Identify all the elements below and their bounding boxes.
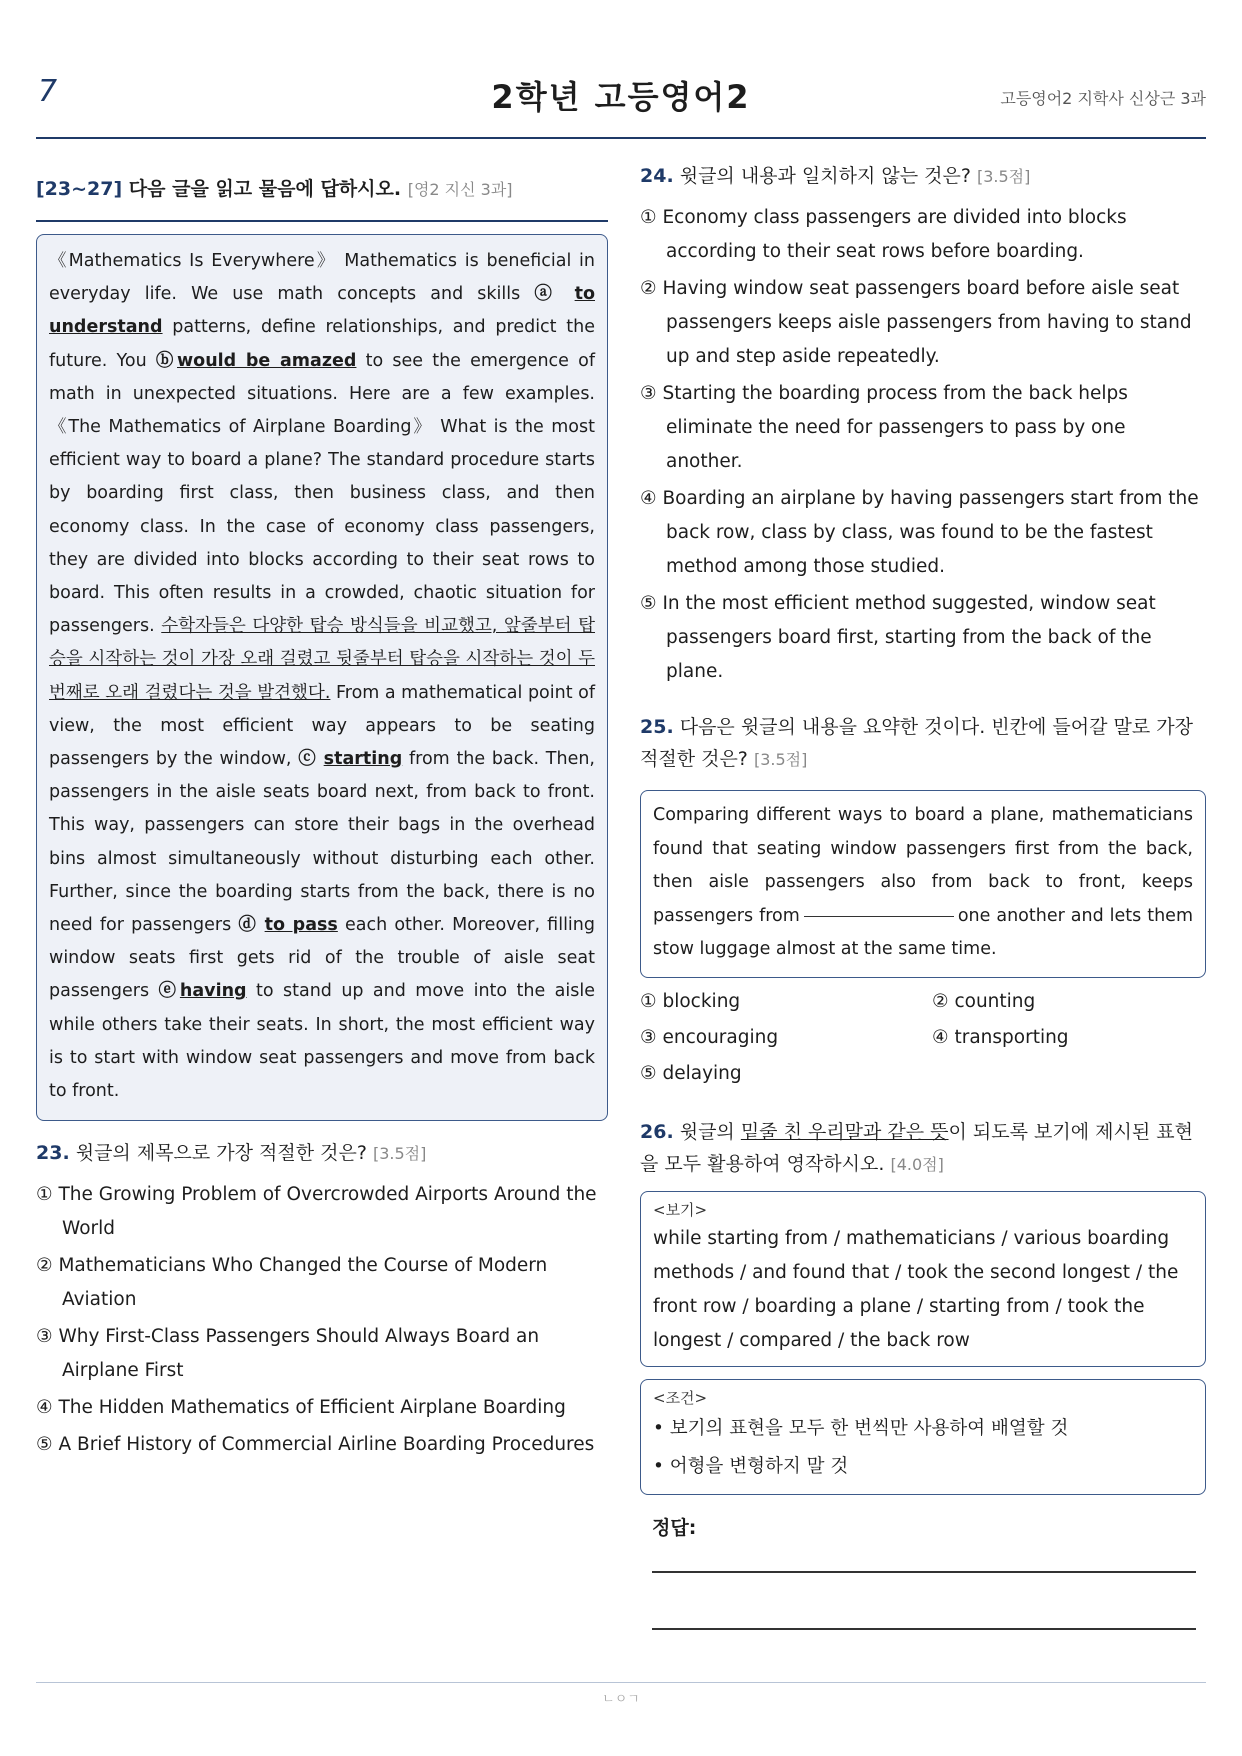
passage-text-3: to see the emergence of math in unexpected situations. Here are a few examples. 《The Mathematics of Airplane Boarding》 What is the most efficient way to board a plane? The standard procedure starts by boarding first class, then business class, and then economy class. In the case of economy class passengers, they are divided into blocks according to their seat rows to board. This often results in a crowded, chaotic situation for passengers. <box>49 350 595 637</box>
q24-title <box>640 160 1206 193</box>
condition-label: <조건> <box>653 1388 708 1407</box>
underline-e: having <box>179 981 247 1002</box>
footer-text: ㄴㅇㄱ <box>602 1692 640 1707</box>
q25-question: 다음은 윗글의 내용을 요약한 것이다. 빈칸에 들어갈 말로 가장 적절한 것은? <box>640 716 1193 770</box>
q26-number: 26. <box>640 1120 674 1143</box>
passage-text-7: to stand up and move into the aisle while others take their seats. In short, the most efficient way is to start with window seat passengers and move from back to front. <box>49 981 595 1102</box>
page-number: 7 <box>38 74 58 109</box>
q25-choices <box>640 984 1206 1092</box>
q25-number: 25. <box>640 716 674 738</box>
q25-summary-box <box>640 790 1206 978</box>
q25-summary-after: one another and lets them stow luggage almost at the same time. <box>653 905 1193 959</box>
q23-number: 23. <box>36 1142 70 1165</box>
q25-choice-4[interactable]: ④ transporting <box>932 1026 1069 1048</box>
q26-title <box>640 1116 1206 1181</box>
passage-text-4: From a mathematical point of view, the most efficient way appears to be seating passengers by the window, <box>49 682 595 770</box>
q24-choice-5[interactable]: ⑤ In the most efficient method suggested, window seat passengers board first, starting from the back of the plane. <box>640 593 1156 682</box>
left-column <box>36 160 608 1465</box>
q24-question: 윗글의 내용과 일치하지 않는 것은? <box>679 165 971 187</box>
condition-2: • 어형을 변형하지 말 것 <box>653 1455 849 1477</box>
q23-choice-4[interactable]: ④ The Hidden Mathematics of Efficient Airplane Boarding <box>36 1397 566 1419</box>
footer-divider <box>36 1682 1206 1683</box>
q25-summary-before: Comparing different ways to board a plane, mathematicians found that seating window passengers first from the back, then aisle passengers also from back to front, keeps passengers from <box>653 805 1193 926</box>
q23-choices <box>36 1178 608 1462</box>
q26-points: [4.0점] <box>890 1154 944 1174</box>
q26-question-pre: 윗글의 <box>679 1120 741 1143</box>
q25-choice-3[interactable]: ③ encouraging <box>640 1026 779 1048</box>
q24-choice-4[interactable]: ④ Boarding an airplane by having passengers start from the back row, class by class, was found to be the fastest method among those studied. <box>640 488 1199 577</box>
section-instruction: 다음 글을 읽고 물음에 답하시오. <box>128 178 402 200</box>
condition-box <box>640 1379 1206 1495</box>
q25-choice-1[interactable]: ① blocking <box>640 990 741 1012</box>
underline-a: to understand <box>49 284 595 338</box>
exam-subtitle: 고등영어2 지학사 신상근 3과 <box>1000 89 1206 108</box>
marker-b: ⓑ <box>155 350 177 371</box>
answer-area <box>640 1513 1206 1540</box>
korean-underlined-sentence: 수학자들은 다양한 탑승 방식들을 비교했고, 앞줄부터 탑승을 시작하는 것이 가장 오래 걸렸고 뒷줄부터 탑승을 시작하는 것이 두 번째로 오래 걸렸다는 것을 발견했다. <box>49 616 595 703</box>
section-tag: [영2 지신 3과] <box>407 180 513 199</box>
question-25 <box>640 711 1206 1092</box>
q23-points: [3.5점] <box>372 1144 427 1164</box>
passage-text-6: each other. Moreover, filling window seats first gets rid of the trouble of aisle seat passengers <box>49 915 595 1002</box>
q23-title <box>36 1137 608 1170</box>
q23-choice-3[interactable]: ③ Why First-Class Passengers Should Always Board an Airplane First <box>36 1326 540 1382</box>
page-header <box>36 66 1206 126</box>
q23-choice-2[interactable]: ② Mathematicians Who Changed the Course of Modern Aviation <box>36 1255 548 1311</box>
q25-choice-5[interactable]: ⑤ delaying <box>640 1062 742 1084</box>
question-26 <box>640 1116 1206 1540</box>
marker-a: ⓐ <box>534 284 561 305</box>
q23-question: 윗글의 제목으로 가장 적절한 것은? <box>75 1142 367 1165</box>
bogi-box <box>640 1191 1206 1367</box>
q23-choice-1[interactable]: ① The Growing Problem of Overcrowded Airports Around the World <box>36 1184 597 1240</box>
q24-choice-3[interactable]: ③ Starting the boarding process from the back helps eliminate the need for passengers to pass by one another. <box>640 383 1128 472</box>
passage-text-5: from the back. Then, passengers in the aisle seats board next, from back to front. This way, passengers can store their bags in the overhead bins almost simultaneously without disturbing each other. Further, since the boarding starts from the back, there is no need for passengers <box>49 749 595 936</box>
q24-choices <box>640 201 1206 689</box>
q23-choice-5[interactable]: ⑤ A Brief History of Commercial Airline Boarding Procedures <box>36 1434 595 1456</box>
q25-choice-2[interactable]: ② counting <box>932 990 1036 1012</box>
q24-points: [3.5점] <box>976 167 1031 186</box>
answer-label: 정답: <box>652 1516 697 1539</box>
marker-e: ⓔ <box>158 981 180 1002</box>
section-heading <box>36 160 608 222</box>
answer-line-2[interactable] <box>652 1628 1196 1630</box>
q25-points: [3.5점] <box>753 750 808 769</box>
question-23 <box>36 1137 608 1462</box>
summary-blank <box>804 916 954 917</box>
q26-question-underline: 밑줄 친 우리말과 같은 뜻 <box>740 1120 949 1143</box>
q24-number: 24. <box>640 165 674 187</box>
underline-c: starting <box>323 749 403 770</box>
q24-choice-1[interactable]: ① Economy class passengers are divided into blocks according to their seat rows before boarding. <box>640 207 1127 262</box>
passage-text-2: patterns, define relationships, and predict the future. You <box>49 317 595 371</box>
underline-d: to pass <box>264 915 338 936</box>
q26-question-post: 이 되도록 보기에 제시된 표현을 모두 활용하여 영작하시오. <box>640 1120 1193 1175</box>
marker-c: ⓒ <box>298 749 317 770</box>
underline-b: would be amazed <box>177 350 357 371</box>
q24-choice-2[interactable]: ② Having window seat passengers board before aisle seat passengers keeps aisle passengers from having to stand up and step aside repeatedly. <box>640 278 1192 367</box>
marker-d: ⓓ <box>238 915 258 936</box>
bogi-text: while starting from / mathematicians / various boarding methods / and found that / took the second longest / the front row / boarding a plane / starting from / took the longest / compared / the back row <box>653 1227 1179 1351</box>
section-number: [23~27] <box>36 178 123 200</box>
q25-title <box>640 711 1206 776</box>
bogi-label: <보기> <box>653 1200 708 1219</box>
passage-text-1: 《Mathematics Is Everywhere》 Mathematics is beneficial in everyday life. We use math concepts and skills <box>49 251 595 305</box>
answer-line-1[interactable] <box>652 1571 1196 1573</box>
reading-passage <box>36 234 608 1121</box>
header-divider <box>36 137 1206 139</box>
right-column <box>640 160 1206 1540</box>
question-24 <box>640 160 1206 689</box>
condition-1: • 보기의 표현을 모두 한 번씩만 사용하여 배열할 것 <box>653 1417 1069 1439</box>
exam-title: 2학년 고등영어2 <box>491 78 751 116</box>
